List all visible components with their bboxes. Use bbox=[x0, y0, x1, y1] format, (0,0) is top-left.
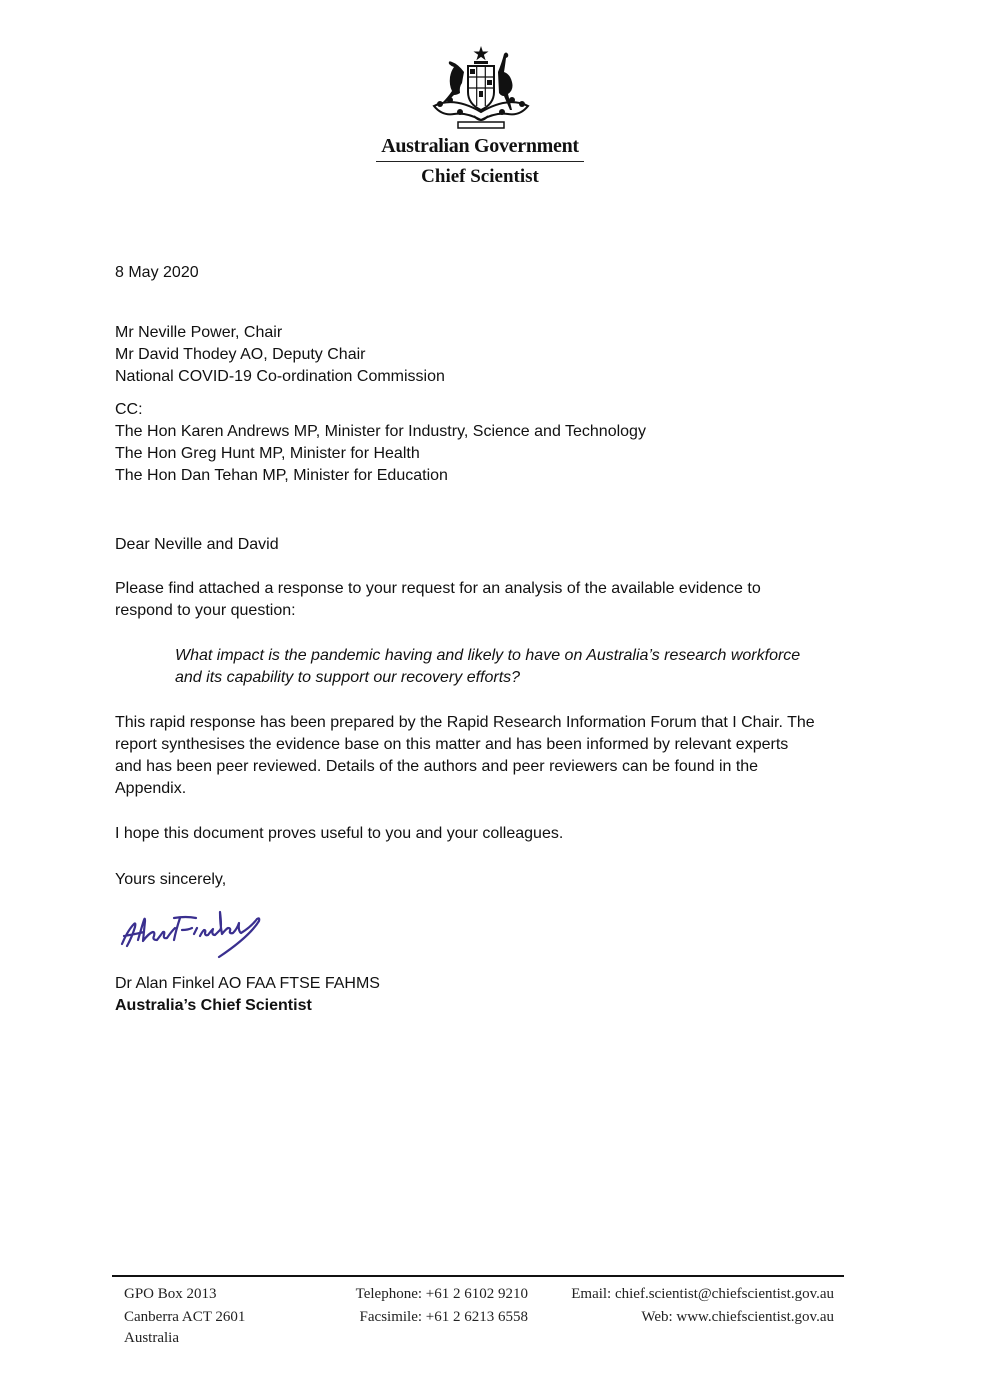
signatory-block bbox=[115, 973, 855, 1017]
response-paragraph bbox=[115, 712, 855, 800]
sign-off bbox=[115, 869, 855, 891]
letter-date bbox=[115, 262, 855, 284]
letterhead-agency bbox=[370, 134, 590, 188]
paragraph-line: respond to your question: bbox=[115, 602, 296, 619]
closing-paragraph bbox=[115, 823, 855, 845]
paragraph-line: report synthesises the evidence base on this matter and has been informed by relevant experts bbox=[115, 736, 789, 753]
recipients-block bbox=[115, 322, 855, 388]
commonwealth-coat-of-arms-icon bbox=[424, 44, 538, 132]
address-line: Canberra ACT 2601 bbox=[124, 1309, 246, 1325]
date-text: 8 May 2020 bbox=[115, 264, 199, 281]
paragraph-line: This rapid response has been prepared by the Rapid Research Information Forum that I Chair. The bbox=[115, 714, 815, 731]
footer-address bbox=[124, 1283, 245, 1348]
office-name: Chief Scientist bbox=[421, 166, 539, 187]
letterhead-divider bbox=[376, 161, 584, 162]
signatory-title: Australia’s Chief Scientist bbox=[115, 997, 312, 1014]
address-line: Australia bbox=[124, 1330, 179, 1346]
facsimile: Facsimile: +61 2 6213 6558 bbox=[359, 1309, 528, 1325]
cc-block bbox=[115, 399, 855, 487]
cc-line: The Hon Dan Tehan MP, Minister for Education bbox=[115, 467, 448, 484]
paragraph-line: and has been peer reviewed. Details of the authors and peer reviewers can be found in the bbox=[115, 758, 759, 775]
recipient-line: Mr David Thodey AO, Deputy Chair bbox=[115, 346, 366, 363]
cc-line: The Hon Greg Hunt MP, Minister for Health bbox=[115, 445, 420, 462]
quote-line: and its capability to support our recovery efforts? bbox=[175, 669, 521, 686]
telephone: Telephone: +61 2 6102 9210 bbox=[355, 1286, 528, 1302]
cc-label: CC: bbox=[115, 401, 143, 418]
web-link[interactable]: Web: www.chiefscientist.gov.au bbox=[641, 1309, 834, 1325]
cc-line: The Hon Karen Andrews MP, Minister for Industry, Science and Technology bbox=[115, 423, 646, 440]
recipient-line: Mr Neville Power, Chair bbox=[115, 324, 283, 341]
salutation-text: Dear Neville and David bbox=[115, 536, 279, 553]
sign-off-text: Yours sincerely, bbox=[115, 871, 227, 888]
recipient-line: National COVID-19 Co-ordination Commission bbox=[115, 368, 445, 385]
email-link[interactable]: Email: chief.scientist@chiefscientist.gov.au bbox=[571, 1286, 834, 1302]
address-line: GPO Box 2013 bbox=[124, 1286, 217, 1302]
government-name: Australian Government bbox=[381, 135, 579, 157]
footer-phone bbox=[336, 1283, 528, 1329]
signatory-name: Dr Alan Finkel AO FAA FTSE FAHMS bbox=[115, 975, 380, 992]
intro-paragraph bbox=[115, 578, 855, 622]
paragraph-line: Please find attached a response to your request for an analysis of the available evidence to bbox=[115, 580, 761, 597]
handwritten-signature-icon bbox=[114, 910, 294, 970]
quote-line: What impact is the pandemic having and likely to have on Australia’s research workforce bbox=[175, 647, 801, 664]
footer-contact bbox=[556, 1283, 834, 1329]
footer-divider bbox=[112, 1275, 844, 1277]
paragraph-line: I hope this document proves useful to you and your colleagues. bbox=[115, 825, 564, 842]
question-quote bbox=[175, 645, 915, 689]
paragraph-line: Appendix. bbox=[115, 780, 187, 797]
salutation bbox=[115, 534, 855, 556]
